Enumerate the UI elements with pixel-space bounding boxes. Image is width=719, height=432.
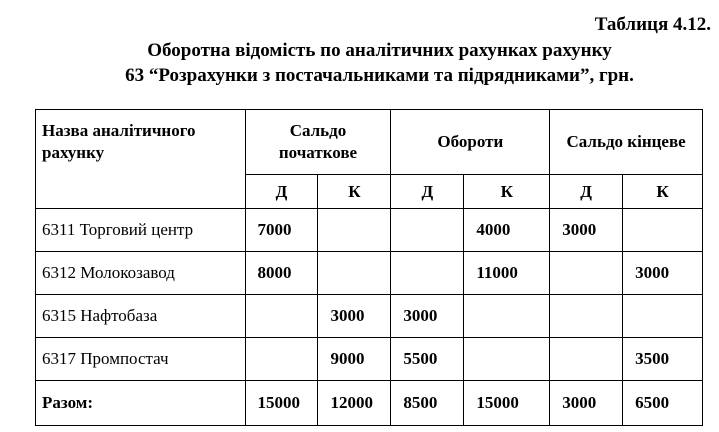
table-row: [36, 252, 703, 295]
value-cell: 8000: [245, 252, 318, 295]
value-cell: [464, 338, 550, 381]
value-cell: [318, 209, 391, 252]
header-closing-credit: К: [623, 175, 703, 209]
table-row: [36, 295, 703, 338]
header-closing-debit: Д: [550, 175, 623, 209]
total-label: Разом:: [36, 381, 246, 426]
value-cell: 7000: [245, 209, 318, 252]
value-cell: 9000: [318, 338, 391, 381]
value-cell: 3000: [318, 295, 391, 338]
header-opening-credit: К: [318, 175, 391, 209]
table-caption: Таблиця 4.12.: [594, 14, 711, 35]
total-value-cell: 15000: [245, 381, 318, 426]
total-value-cell: 15000: [464, 381, 550, 426]
header-closing-balance: Сальдо кінцеве: [550, 110, 703, 175]
account-name-cell: 6311 Торговий центр: [36, 209, 246, 252]
account-name-cell: 6315 Нафтобаза: [36, 295, 246, 338]
value-cell: [550, 295, 623, 338]
header-opening-debit: Д: [245, 175, 318, 209]
header-opening-balance: Сальдо початкове: [245, 110, 391, 175]
value-cell: [623, 295, 703, 338]
table-title-line-2: 63 “Розрахунки з постачальниками та підрядниками”, грн.: [125, 65, 634, 86]
value-cell: 3000: [550, 209, 623, 252]
value-cell: 3500: [623, 338, 703, 381]
total-value-cell: 3000: [550, 381, 623, 426]
header-turnover-debit: Д: [391, 175, 464, 209]
value-cell: 3000: [623, 252, 703, 295]
turnover-table: [35, 109, 703, 426]
value-cell: 4000: [464, 209, 550, 252]
table-row: [36, 209, 703, 252]
value-cell: [550, 252, 623, 295]
total-value-cell: 12000: [318, 381, 391, 426]
header-account-name: Назва аналітичного рахунку: [36, 110, 246, 209]
header-turnover: Обороти: [391, 110, 550, 175]
account-name-cell: 6317 Промпостач: [36, 338, 246, 381]
value-cell: [391, 209, 464, 252]
value-cell: [245, 295, 318, 338]
value-cell: 5500: [391, 338, 464, 381]
value-cell: [318, 252, 391, 295]
total-value-cell: 8500: [391, 381, 464, 426]
table-title-line-1: Оборотна відомість по аналітичних рахунках рахунку: [147, 40, 612, 61]
total-row: [36, 381, 703, 426]
value-cell: [623, 209, 703, 252]
table-row: [36, 338, 703, 381]
value-cell: [245, 338, 318, 381]
value-cell: [391, 252, 464, 295]
value-cell: 11000: [464, 252, 550, 295]
header-turnover-credit: К: [464, 175, 550, 209]
value-cell: [464, 295, 550, 338]
value-cell: 3000: [391, 295, 464, 338]
account-name-cell: 6312 Молокозавод: [36, 252, 246, 295]
total-value-cell: 6500: [623, 381, 703, 426]
value-cell: [550, 338, 623, 381]
